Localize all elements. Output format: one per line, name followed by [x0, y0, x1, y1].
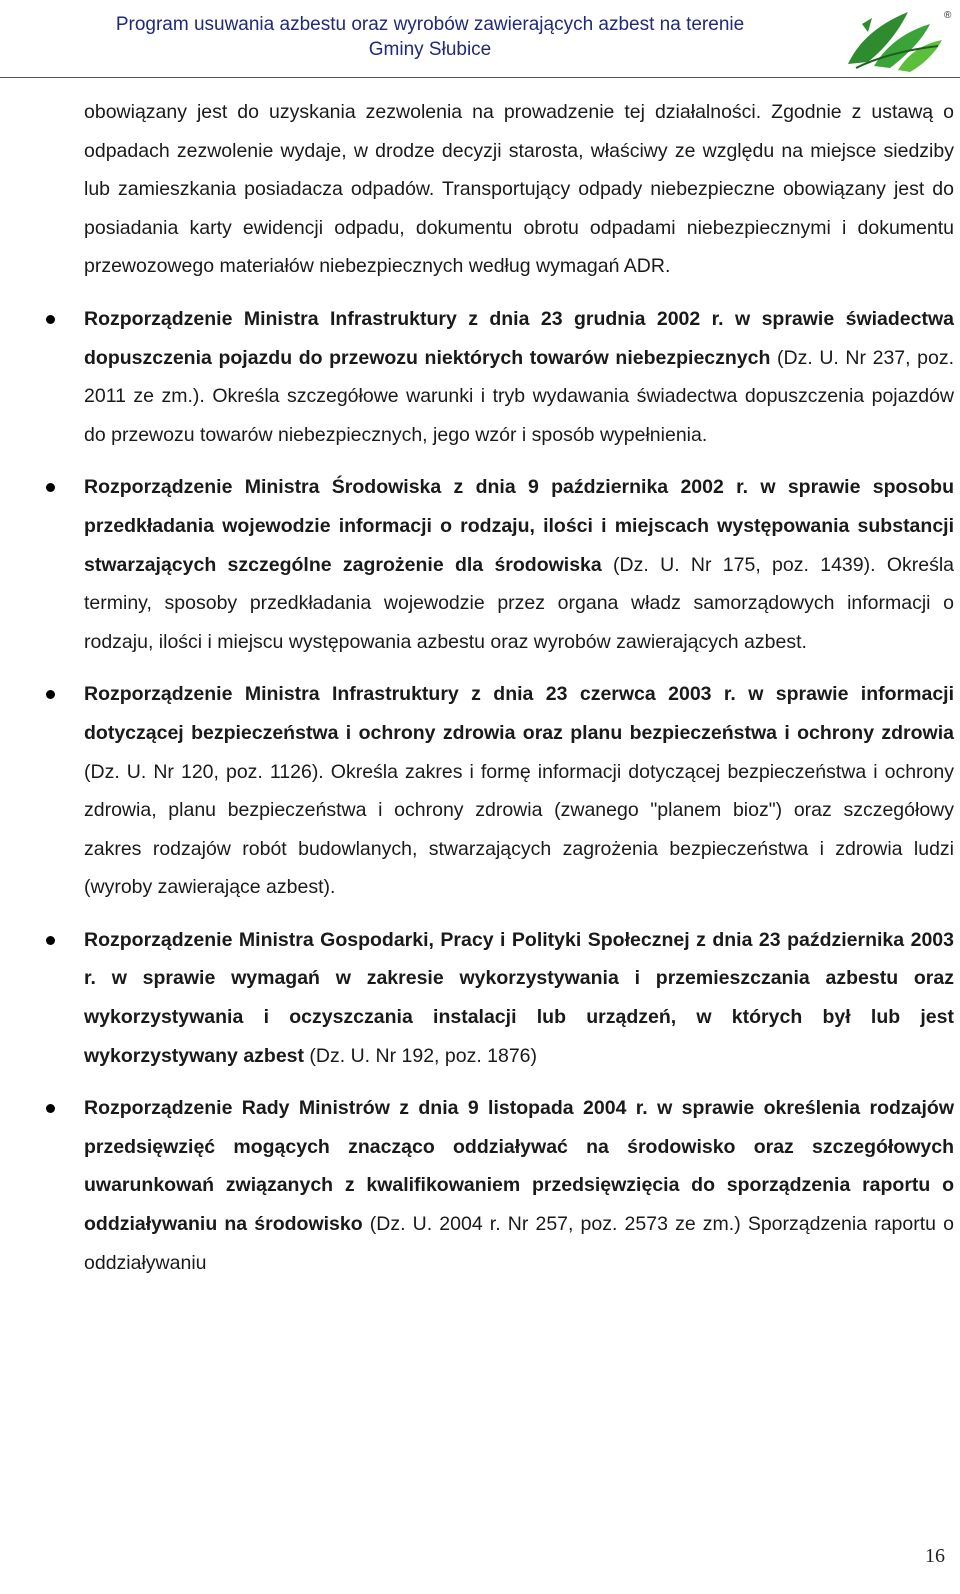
list-item — [84, 675, 954, 907]
regulation-text: (Dz. U. Nr 237, poz. 2011 ze zm.). Określa szczegółowe warunki i tryb wydawania świadectwa dopuszczenia pojazdów do przewozu towarów niebezpiecznych, jego wzór i sposób wypełnienia. — [84, 346, 955, 446]
regulation-title: Rozporządzenie Ministra Środowiska z dnia 9 października 2002 r. w sprawie sposobu przedkładania wojewodzie informacji o rodzaju, ilości i miejscach występowania substancji stwarzających szczególne zagrożenie dla środowiska — [84, 476, 954, 576]
list-item — [84, 921, 954, 1075]
regulation-text: (Dz. U. 2004 r. Nr 257, poz. 2573 ze zm.) Sporządzenia raportu o oddziaływaniu — [84, 1213, 954, 1274]
intro-paragraph: obowiązany jest do uzyskania zezwolenia na prowadzenie tej działalności. Zgodnie z ustawą o odpadach zezwolenie wydaje, w drodze decyzji starosta, właściwy ze względu na miejsce siedziby lub zamieszkania posiadacza odpadów. Transportujący odpady niebezpieczne obowiązany jest do posiadania karty ewidencji odpadu, dokumentu obrotu odpadami niebezpiecznymi i dokumentu przewozowego materiałów niebezpiecznych według wymagań ADR. — [84, 101, 954, 278]
list-item — [84, 468, 954, 661]
regulation-title: Rozporządzenie Ministra Infrastruktury z dnia 23 grudnia 2002 r. w sprawie świadectwa dopuszczenia pojazdu do przewozu niektórych towarów niebezpiecznych — [84, 307, 954, 369]
regulation-text: (Dz. U. Nr 120, poz. 1126). Określa zakres i formę informacji dotyczącej bezpieczeństwa i ochrony zdrowia, planu bezpieczeństwa i ochrony zdrowia (zwanego "planem bioz") oraz szczegółowy zakres rodzajów robót budowlanych, stwarzających zagrożenia bezpieczeństwa i zdrowia ludzi (wyroby zawierające azbest). — [84, 760, 954, 899]
regulation-title: Rozporządzenie Ministra Gospodarki, Pracy i Polityki Społecznej z dnia 23 października 2003 r. w sprawie wymagań w zakresie wykorzystywania i przemieszczania azbestu oraz wykorzystywania i oczyszczania instalacji lub urządzeń, w których był lub jest wykorzystywany azbest — [84, 928, 954, 1067]
regulation-list — [84, 300, 954, 1282]
header-title-line2: Gminy Słubice — [368, 39, 492, 60]
document-body — [84, 93, 954, 1282]
bullet-icon — [46, 690, 55, 699]
bullet-icon — [46, 483, 55, 492]
header-title-line1: Program usuwania azbestu oraz wyrobów zawierających azbest na terenie — [115, 14, 745, 35]
regulation-text: (Dz. U. Nr 192, poz. 1876) — [304, 1044, 538, 1067]
bullet-icon — [46, 1104, 55, 1113]
logo-registered-mark: ® — [944, 10, 952, 21]
list-item — [84, 300, 954, 454]
list-item — [84, 1089, 954, 1282]
bullet-icon — [46, 936, 55, 945]
header-divider — [0, 77, 960, 78]
regulation-text: (Dz. U. Nr 175, poz. 1439). Określa terminy, sposoby przedkładania wojewodzie przez organa władz samorządowych informacji o rodzaju, ilości i miejscu występowania azbestu oraz wyrobów zawierających azbest. — [84, 553, 955, 653]
regulation-title: Rozporządzenie Rady Ministrów z dnia 9 listopada 2004 r. w sprawie określenia rodzajów przedsięwzięć mogących znacząco oddziaływać na środowisko oraz szczegółowych uwarunkowań związanych z kwalifikowaniem przedsięwzięcia do sporządzenia raportu o oddziaływaniu na środowisko — [84, 1097, 954, 1236]
regulation-title: Rozporządzenie Ministra Infrastruktury z dnia 23 czerwca 2003 r. w sprawie informacji dotyczącej bezpieczeństwa i ochrony zdrowia oraz planu bezpieczeństwa i ochrony zdrowia — [84, 683, 954, 744]
header-title — [60, 12, 800, 62]
page-number: 16 — [925, 1545, 945, 1567]
leaf-logo-icon — [838, 2, 956, 76]
page-header — [0, 0, 960, 78]
bullet-icon — [46, 315, 55, 324]
